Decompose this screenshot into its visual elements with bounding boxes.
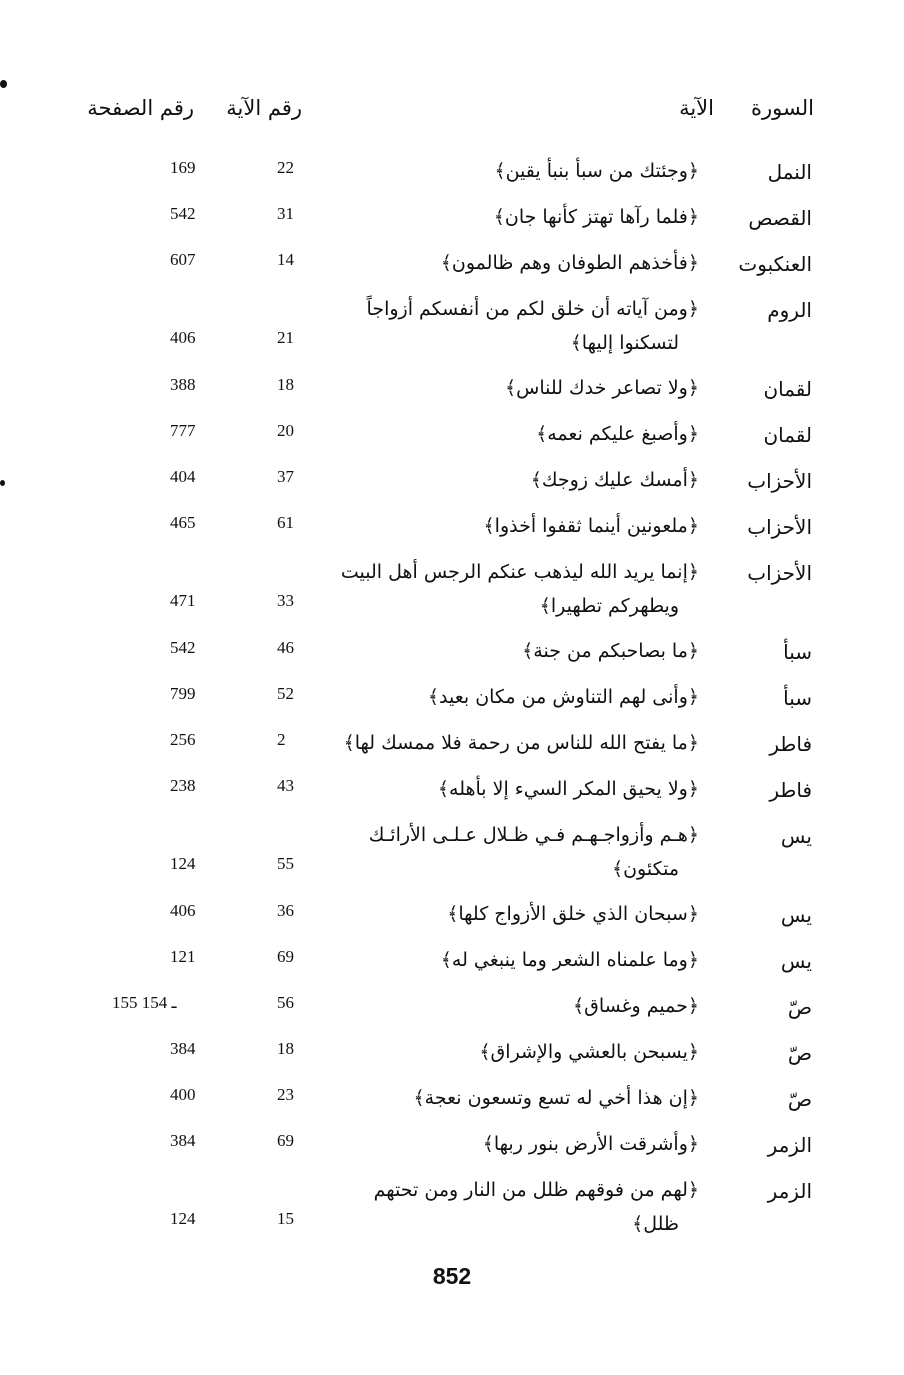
verse-number: 61	[277, 513, 294, 532]
verse-text: ﴿وأنى لهم التناوش من مكان بعيد﴾	[427, 686, 699, 708]
verse-number: 69	[277, 947, 294, 966]
verse-text: ﴿ولا تصاعر خدك للناس﴾	[505, 377, 699, 399]
verse-number: 43	[277, 776, 294, 795]
surah-name: الروم	[767, 298, 812, 322]
verse-text: ﴿سبحان الذي خلق الأزواج كلها﴾	[447, 903, 699, 925]
surah-name: الزمر	[767, 1133, 812, 1157]
verse-text: ﴿هـم وأزواجـهـم فـي ظـلال عـلـى الأرائـك	[368, 824, 699, 846]
verse-text: ﴿فلما رآها تهتز كأنها جان﴾	[493, 206, 699, 228]
surah-name: القصص	[748, 206, 812, 230]
page-number-cell: 404	[170, 467, 196, 486]
page-number-cell: 799	[170, 684, 196, 703]
surah-name: الزمر	[767, 1179, 812, 1203]
surah-name: سبأ	[783, 686, 812, 710]
verse-text: ﴿وما علمناه الشعر وما ينبغي له﴾	[440, 949, 699, 971]
page-number-cell: 388	[170, 375, 196, 394]
page-number-cell: 256	[170, 730, 196, 749]
verse-number: 37	[277, 467, 294, 486]
page-number-cell: 607	[170, 250, 196, 269]
page-number-cell: 238	[170, 776, 196, 795]
surah-name: يس	[780, 949, 812, 973]
page-number-cell: 155 ـ 154	[112, 993, 177, 1012]
verse-text: ﴿حميم وغساق﴾	[572, 995, 699, 1017]
surah-name: النمل	[767, 160, 812, 184]
verse-number: 23	[277, 1085, 294, 1104]
verse-number: 15	[277, 1209, 294, 1228]
verse-text: ﴿ما بصاحبكم من جنة﴾	[522, 640, 699, 662]
verse-number: 21	[277, 328, 294, 347]
verse-number: 52	[277, 684, 294, 703]
page-number-cell: 542	[170, 638, 196, 657]
verse-text: ظلل﴾	[632, 1213, 679, 1235]
page-number-cell: 384	[170, 1131, 196, 1150]
verse-text: ﴿ولا يحيق المكر السيء إلا بأهله﴾	[437, 778, 699, 800]
surah-name: لقمان	[763, 377, 812, 401]
verse-text: ﴿إنما يريد الله ليذهب عنكم الرجس أهل البيت	[340, 561, 699, 583]
header-verse-number: رقم الآية	[226, 96, 302, 120]
surah-name: سبأ	[783, 640, 812, 664]
verse-number: 22	[277, 158, 294, 177]
surah-name: الأحزاب	[747, 561, 812, 585]
surah-name: الأحزاب	[747, 515, 812, 539]
verse-text: ﴿إن هذا أخي له تسع وتسعون نعجة﴾	[413, 1087, 699, 1109]
page-number-cell: 471	[170, 591, 196, 610]
page-number-cell: 777	[170, 421, 196, 440]
page-number-cell: 124	[170, 1209, 196, 1228]
page-number-cell: 542	[170, 204, 196, 223]
verse-text: ﴿ومن آياته أن خلق لكم من أنفسكم أزواجاً	[366, 298, 699, 320]
page-number-cell: 406	[170, 901, 196, 920]
surah-name: يس	[780, 824, 812, 848]
surah-name: صّ	[787, 1041, 812, 1065]
verse-text: ﴿وجئتك من سبأ بنبأ يقين﴾	[494, 160, 699, 182]
page-number-cell: 400	[170, 1085, 196, 1104]
surah-name: صّ	[787, 1087, 812, 1111]
verse-number: 55	[277, 854, 294, 873]
verse-number: 20	[277, 421, 294, 440]
verse-number: 2	[277, 730, 286, 749]
verse-text: ﴿وأصبغ عليكم نعمه﴾	[536, 423, 699, 445]
surah-name: فاطر	[769, 778, 812, 802]
verse-number: 56	[277, 993, 294, 1012]
page-number-cell: 384	[170, 1039, 196, 1058]
surah-name: العنكبوت	[738, 252, 812, 276]
page-number-cell: 121	[170, 947, 196, 966]
verse-text: ﴿وأشرقت الأرض بنور ربها﴾	[482, 1133, 699, 1155]
page-number-cell: 406	[170, 328, 196, 347]
verse-number: 14	[277, 250, 294, 269]
verse-text: ﴿يسبحن بالعشي والإشراق﴾	[479, 1041, 699, 1063]
header-surah: السورة	[751, 96, 814, 120]
verse-number: 18	[277, 375, 294, 394]
verse-text: لتسكنوا إليها﴾	[570, 332, 679, 354]
verse-text: ﴿ملعونين أينما ثقفوا أخذوا﴾	[483, 515, 699, 537]
scan-speck-top	[0, 80, 7, 88]
page-number-cell: 124	[170, 854, 196, 873]
verse-text: متكئون﴾	[611, 858, 679, 880]
page-number: 852	[432, 1263, 472, 1289]
surah-name: يس	[780, 903, 812, 927]
verse-number: 36	[277, 901, 294, 920]
verse-text: ويطهركم تطهيرا﴾	[539, 595, 679, 617]
surah-name: الأحزاب	[747, 469, 812, 493]
verse-number: 18	[277, 1039, 294, 1058]
surah-name: فاطر	[769, 732, 812, 756]
verse-number: 31	[277, 204, 294, 223]
surah-name: لقمان	[763, 423, 812, 447]
verse-text: ﴿فأخذهم الطوفان وهم ظالمون﴾	[440, 252, 699, 274]
verse-text: ﴿أمسك عليك زوجك﴾	[530, 469, 699, 491]
header-page-number: رقم الصفحة	[87, 96, 194, 120]
page-number-cell: 169	[170, 158, 196, 177]
page-number-cell: 465	[170, 513, 196, 532]
verse-number: 69	[277, 1131, 294, 1150]
verse-text: ﴿لهم من فوقهم ظلل من النار ومن تحتهم	[373, 1179, 699, 1201]
surah-name: صّ	[787, 995, 812, 1019]
verse-number: 33	[277, 591, 294, 610]
scan-speck-middle	[0, 480, 5, 486]
verse-text: ﴿ما يفتح الله للناس من رحمة فلا ممسك لها﴾	[343, 732, 699, 754]
header-aya: الآية	[679, 96, 714, 120]
verse-number: 46	[277, 638, 294, 657]
